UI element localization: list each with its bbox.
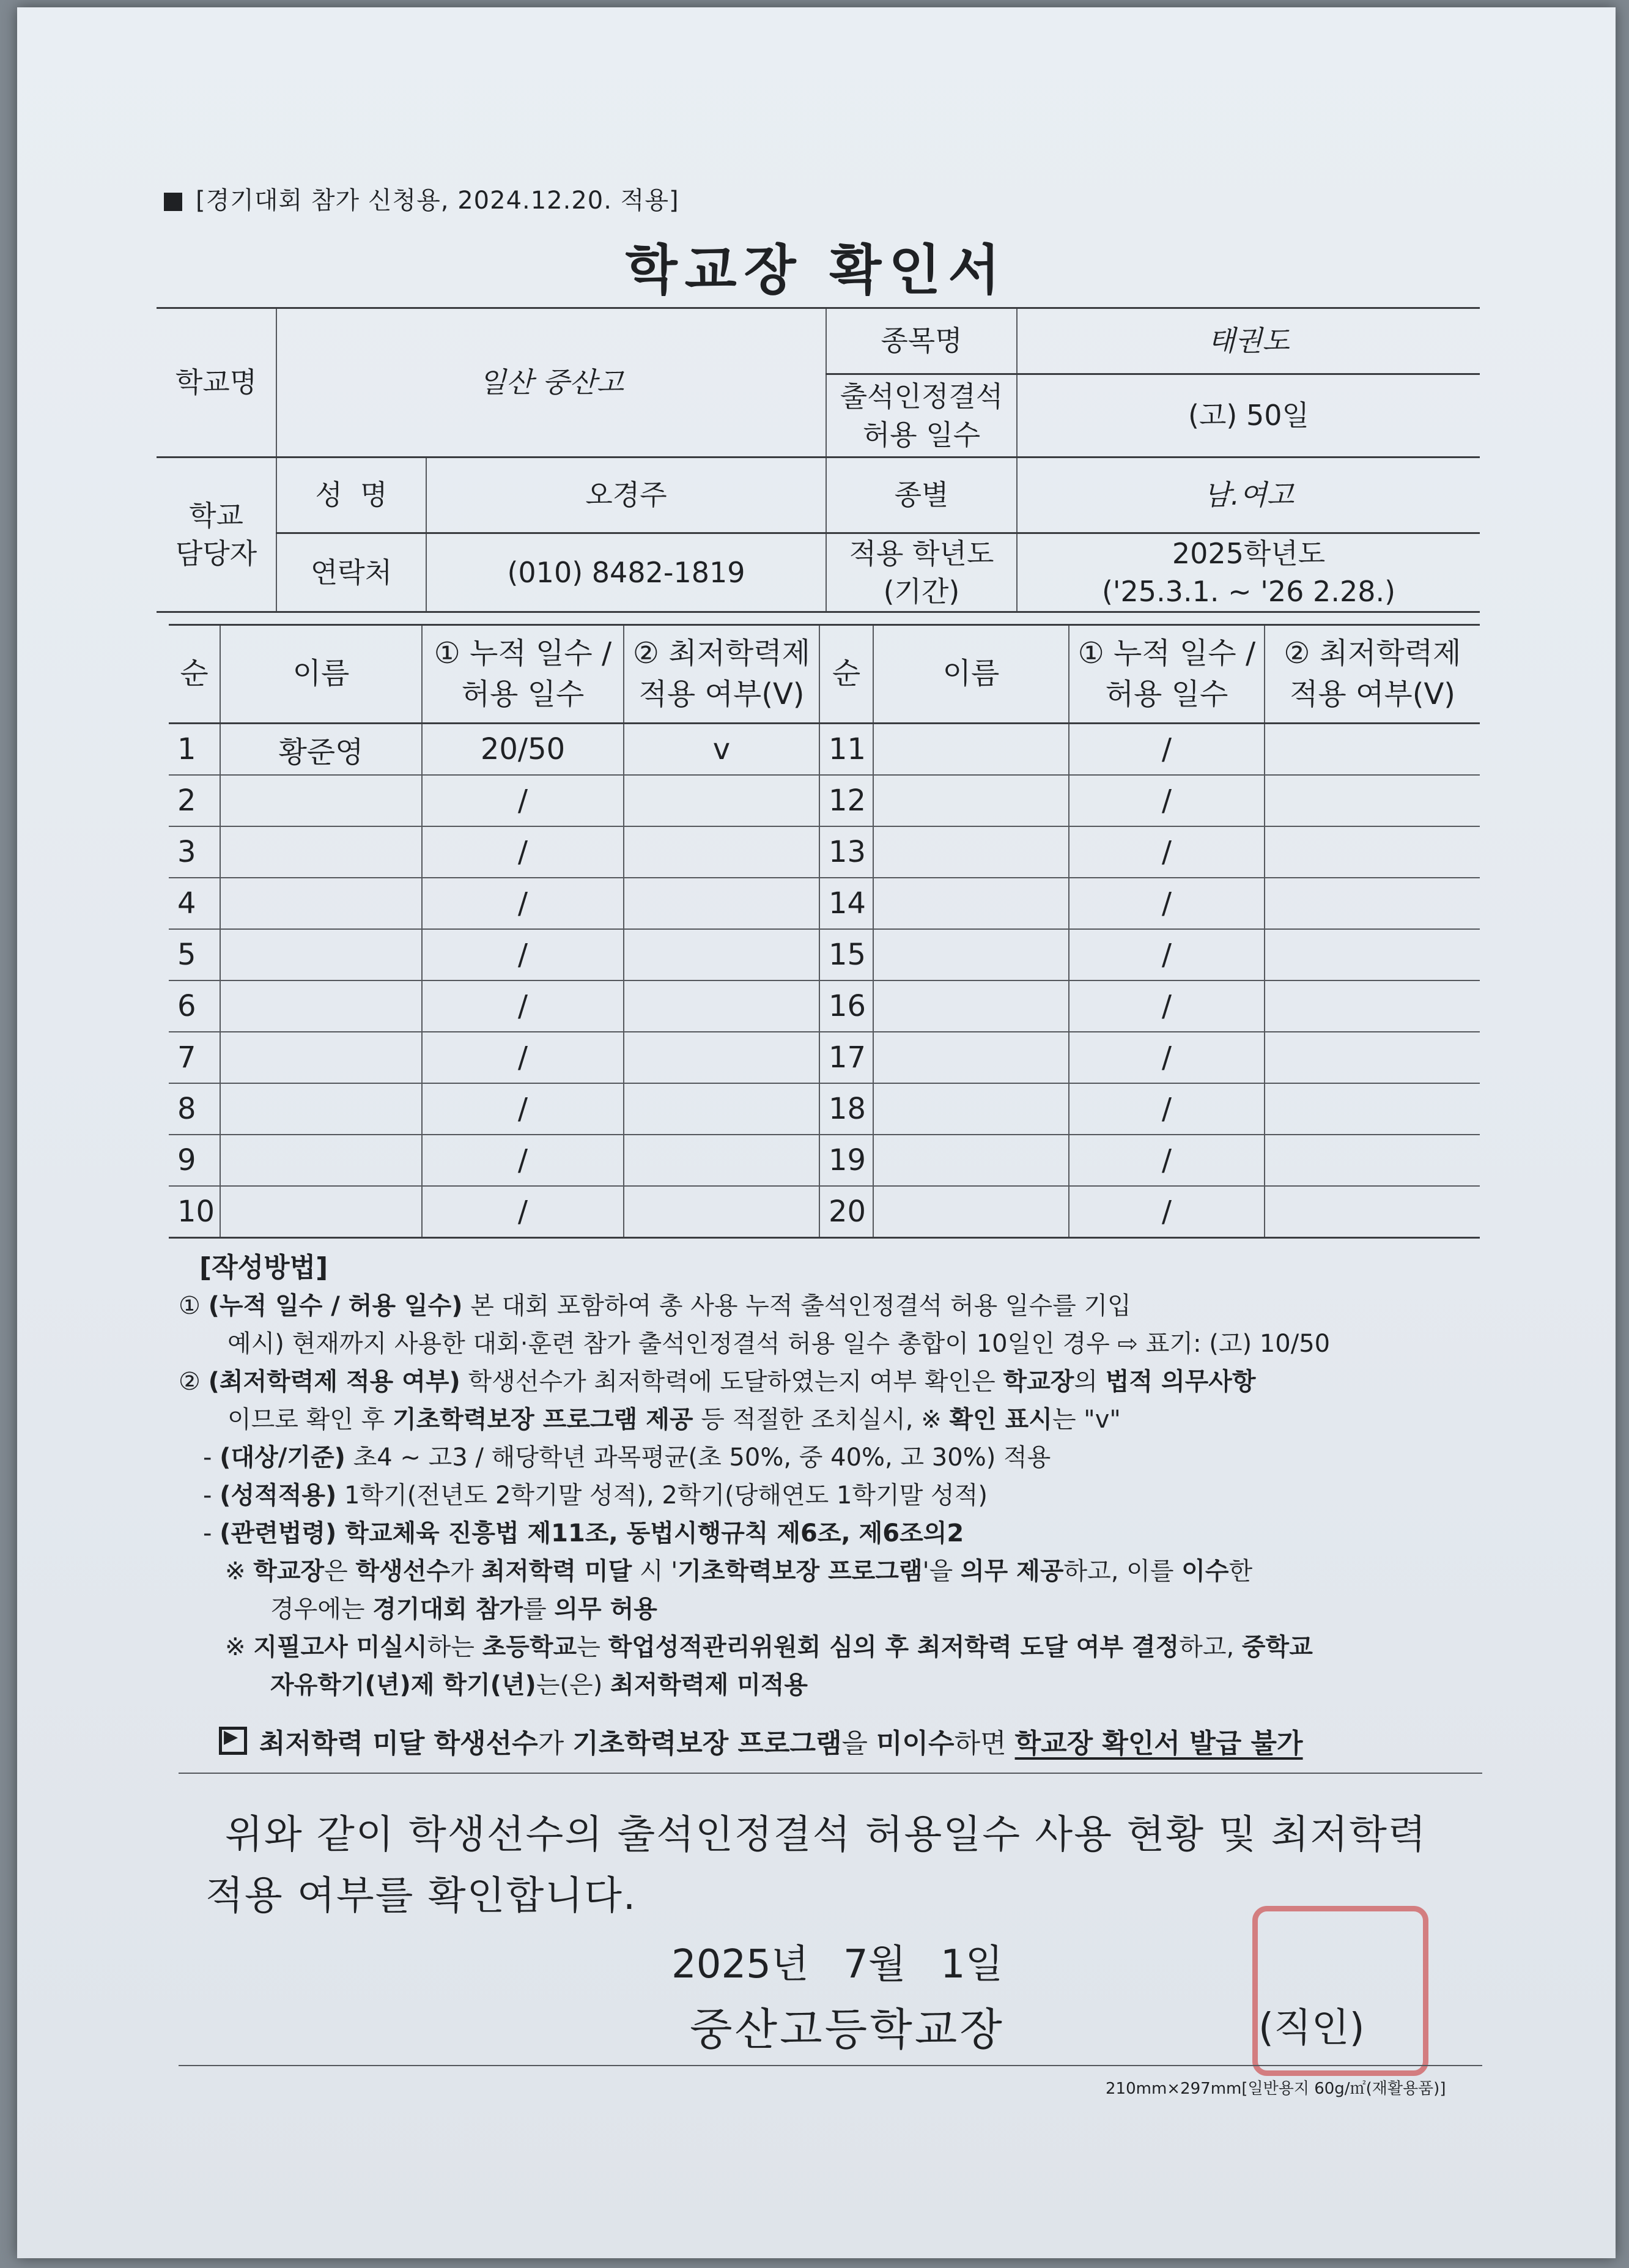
- col-check-left: [624, 625, 819, 724]
- note1-line2-b: 경기대회 참가: [372, 1595, 523, 1623]
- cumulative-days: /: [1069, 1083, 1265, 1135]
- info-table: [157, 307, 1480, 613]
- row-number: 12: [819, 775, 873, 826]
- document-page: [17, 7, 1616, 2258]
- instruction-item-1: [179, 1287, 1487, 1325]
- paper-spec: 210mm×297mm[일반용지 60g/㎡(재활용품)]: [1106, 2080, 1446, 2098]
- student-name: [220, 775, 422, 826]
- col-check-right-line2: 적용 여부(V): [1289, 677, 1456, 711]
- criteria-law: [179, 1514, 1487, 1552]
- note2-line2-c: 최저학력제 미적용: [610, 1671, 808, 1699]
- col-days-right: [1069, 625, 1265, 724]
- row-number: 18: [819, 1083, 873, 1135]
- min-academic-check: [624, 1083, 819, 1135]
- min-academic-check: [1265, 1083, 1480, 1135]
- col-no-left: 순: [169, 625, 220, 724]
- note1-line2-d: 의무 허용: [554, 1595, 657, 1623]
- col-days-right-line1: ① 누적 일수 /: [1077, 636, 1256, 670]
- item2-bold: (최저학력제 적용 여부): [208, 1368, 460, 1396]
- type-label: 종별: [826, 458, 1017, 533]
- year-label-line1: 적용 학년도: [849, 537, 994, 570]
- item1-marker: ①: [179, 1292, 201, 1320]
- student-name: [220, 1135, 422, 1186]
- min-academic-check: [624, 1186, 819, 1238]
- contact-label: 연락처: [276, 533, 426, 612]
- row-number: 5: [169, 929, 220, 980]
- header-note: [164, 181, 679, 216]
- student-name: [873, 775, 1069, 826]
- note1-line2-c: 를: [523, 1595, 555, 1623]
- min-academic-check: [1265, 878, 1480, 929]
- instructions: [179, 1249, 1487, 1704]
- name-label: 성 명: [276, 458, 426, 533]
- dash2-text: 1학기(전년도 2학기말 성적), 2학기(당해연도 1학기말 성적): [336, 1481, 988, 1510]
- col-check-left-line1: ② 최저학력제: [632, 636, 811, 670]
- note1-k: 이수: [1181, 1557, 1229, 1585]
- col-days-left-line2: 허용 일수: [461, 677, 585, 711]
- cumulative-days: 20/50: [422, 724, 624, 776]
- cumulative-days: /: [422, 878, 624, 929]
- name-value: 오경주: [426, 458, 826, 533]
- row-number: 8: [169, 1083, 220, 1135]
- contact-value: (010) 8482-1819: [426, 533, 826, 612]
- note-1: [179, 1552, 1487, 1590]
- student-name: [220, 929, 422, 980]
- warning-g: 학교장 확인서 발급 불가: [1014, 1728, 1303, 1759]
- col-name-right: 이름: [873, 625, 1069, 724]
- item2-bold3: 법적 의무사항: [1105, 1368, 1256, 1396]
- allow-days-value: (고) 50일: [1017, 374, 1480, 458]
- principal-title: 중산고등학교장: [690, 2004, 1005, 2055]
- allow-days-label-line2: 허용 일수: [862, 418, 981, 451]
- table-row: [169, 1083, 1480, 1135]
- min-academic-check: [1265, 775, 1480, 826]
- note2-d: 는: [577, 1633, 608, 1661]
- sport-label: 종목명: [826, 308, 1017, 374]
- manager-label-line1: 학교: [189, 499, 243, 532]
- item2-text2: 의: [1074, 1368, 1106, 1396]
- student-name: [873, 980, 1069, 1032]
- cumulative-days: /: [1069, 980, 1265, 1032]
- col-days-left-line1: ① 누적 일수 /: [434, 636, 612, 670]
- col-check-right-line1: ② 최저학력제: [1284, 636, 1461, 670]
- warning-a: 최저학력 미달 학생선수: [259, 1728, 538, 1759]
- note2-e: 학업성적관리위원회 심의 후 최저학력 도달 여부 결정: [608, 1633, 1180, 1661]
- student-name: [220, 1032, 422, 1083]
- seal-label: (직인): [1258, 2006, 1365, 2051]
- warning-d: 을: [841, 1728, 877, 1759]
- row-number: 13: [819, 826, 873, 878]
- manager-label-line2: 담당자: [175, 537, 257, 571]
- note2-line2-b: 는(은): [536, 1671, 611, 1699]
- arrow-box-icon: [219, 1727, 247, 1755]
- note-marker: ※: [225, 1633, 246, 1661]
- note-2-line2: [179, 1666, 1487, 1704]
- col-name-left: 이름: [220, 625, 422, 724]
- issue-date: 2025년 7월 1일: [671, 1942, 1003, 1987]
- row-number: 1: [169, 724, 220, 776]
- instructions-heading: [작성방법]: [199, 1252, 328, 1283]
- min-academic-check: [1265, 980, 1480, 1032]
- student-name: [873, 1083, 1069, 1135]
- note1-b: 은: [324, 1557, 356, 1585]
- note1-g: 기초학력보장 프로그램: [678, 1557, 923, 1585]
- min-academic-check: [624, 826, 819, 878]
- dash3-bold: (관련법령): [220, 1519, 337, 1547]
- student-name: [873, 1032, 1069, 1083]
- col-check-left-line2: 적용 여부(V): [638, 677, 805, 711]
- note1-h: '을: [922, 1557, 961, 1585]
- row-number: 16: [819, 980, 873, 1032]
- item1-bold: (누적 일수 / 허용 일수): [208, 1292, 463, 1320]
- row-number: 2: [169, 775, 220, 826]
- item2-line2-bold: 기초학력보장 프로그램 제공: [392, 1406, 693, 1434]
- note1-d: 가: [450, 1557, 482, 1585]
- year-value-line1: 2025학년도: [1172, 537, 1326, 570]
- table-row: [169, 1032, 1480, 1083]
- row-number: 3: [169, 826, 220, 878]
- table-row: [169, 724, 1480, 776]
- student-name: 황준영: [220, 724, 422, 776]
- col-check-right: [1265, 625, 1480, 724]
- school-value: 일산 중산고: [276, 308, 826, 458]
- student-name: [220, 1186, 422, 1238]
- item2-line2-b: 등 적절한 조치실시, ※: [693, 1406, 950, 1434]
- note-marker: ※: [225, 1557, 246, 1585]
- table-row: [169, 878, 1480, 929]
- row-number: 17: [819, 1032, 873, 1083]
- student-name: [220, 878, 422, 929]
- criteria-grades: [179, 1477, 1487, 1514]
- cumulative-days: /: [1069, 1032, 1265, 1083]
- student-name: [873, 724, 1069, 776]
- sport-value: 태권도: [1017, 308, 1480, 374]
- type-value: 남.여고: [1017, 458, 1480, 533]
- instruction-item-2: [179, 1363, 1487, 1401]
- note2-c: 초등학교: [482, 1633, 577, 1661]
- row-number: 10: [169, 1186, 220, 1238]
- dash-marker: -: [203, 1481, 212, 1510]
- header-note-text: [경기대회 참가 신청용, 2024.12.20. 적용]: [196, 187, 679, 215]
- square-bullet-icon: [164, 193, 182, 211]
- item2-text: 학생선수가 최저학력에 도달하였는지 여부 확인은: [460, 1368, 1003, 1396]
- note1-f: 시 ': [632, 1557, 678, 1585]
- year-value-line2: ('25.3.1. ~ '26 2.28.): [1101, 575, 1396, 609]
- allow-days-label: [826, 374, 1017, 458]
- dash-marker: -: [203, 1519, 212, 1547]
- note2-line2-a: 자유학기(년)제 학기(년): [270, 1671, 536, 1699]
- student-name: [873, 929, 1069, 980]
- confirmation-line2: 적용 여부를 확인합니다.: [205, 1873, 637, 1919]
- min-academic-check: [1265, 724, 1480, 776]
- row-number: 9: [169, 1135, 220, 1186]
- student-name: [873, 826, 1069, 878]
- bottom-divider: [179, 2065, 1482, 2066]
- cumulative-days: /: [422, 1135, 624, 1186]
- instruction-item-2-line2: [179, 1401, 1487, 1439]
- table-row: [169, 1186, 1480, 1238]
- note2-f: 하고,: [1179, 1633, 1242, 1661]
- note1-l: 한: [1228, 1557, 1253, 1585]
- min-academic-check: [1265, 929, 1480, 980]
- min-academic-check: [624, 878, 819, 929]
- cumulative-days: /: [1069, 1186, 1265, 1238]
- table-row: [169, 980, 1480, 1032]
- min-academic-check: [1265, 1186, 1480, 1238]
- col-days-right-line2: 허용 일수: [1105, 677, 1228, 711]
- dash2-bold: (성적적용): [220, 1481, 337, 1510]
- student-name: [873, 1186, 1069, 1238]
- item2-bold2: 학교장: [1003, 1368, 1074, 1396]
- cumulative-days: /: [422, 826, 624, 878]
- table-row: [169, 1135, 1480, 1186]
- note2-g: 중학교: [1241, 1633, 1313, 1661]
- note1-i: 의무 제공: [960, 1557, 1064, 1585]
- confirmation-line1: 위와 같이 학생선수의 출석인정결석 허용일수 사용 현황 및 최저학력: [225, 1812, 1427, 1858]
- dash-marker: -: [203, 1443, 212, 1472]
- student-name: [873, 878, 1069, 929]
- year-label-line2: (기간): [883, 575, 960, 609]
- note1-j: 하고, 이를: [1063, 1557, 1182, 1585]
- note-1-line2: [179, 1590, 1487, 1628]
- cumulative-days: /: [1069, 775, 1265, 826]
- note2-b: 하는: [427, 1633, 482, 1661]
- dash1-text: 초4 ~ 고3 / 해당학년 과목평균(초 50%, 중 40%, 고 30%) 적용: [345, 1443, 1051, 1472]
- min-academic-check: [1265, 826, 1480, 878]
- row-number: 4: [169, 878, 220, 929]
- dash1-bold: (대상/기준): [220, 1443, 345, 1472]
- item2-line2-bold2: 확인 표시: [949, 1406, 1052, 1434]
- cumulative-days: /: [422, 980, 624, 1032]
- col-no-right: 순: [819, 625, 873, 724]
- row-number: 14: [819, 878, 873, 929]
- allow-days-label-line1: 출석인정결석: [840, 380, 1003, 413]
- year-value: [1017, 533, 1480, 612]
- warning-e: 미이수: [876, 1728, 955, 1759]
- page-title: 학교장 확인서: [625, 239, 1008, 302]
- manager-label: [157, 458, 276, 612]
- student-name: [873, 1135, 1069, 1186]
- min-academic-check: [624, 980, 819, 1032]
- item1-text: 본 대회 포함하여 총 사용 누적 출석인정결석 허용 일수를 기입: [462, 1292, 1131, 1320]
- cumulative-days: /: [422, 1032, 624, 1083]
- school-label: 학교명: [157, 308, 276, 458]
- warning-b: 가: [537, 1728, 573, 1759]
- cumulative-days: /: [1069, 826, 1265, 878]
- row-number: 19: [819, 1135, 873, 1186]
- note1-line2-a: 경우에는: [270, 1595, 373, 1623]
- divider: [179, 1773, 1482, 1774]
- table-row: [169, 775, 1480, 826]
- roster-table: [169, 624, 1480, 1239]
- warning-f: 하면: [954, 1728, 1015, 1759]
- cumulative-days: /: [422, 1186, 624, 1238]
- min-academic-check: [624, 775, 819, 826]
- cumulative-days: /: [1069, 929, 1265, 980]
- note-2: [179, 1628, 1487, 1666]
- note1-e: 최저학력 미달: [481, 1557, 632, 1585]
- cumulative-days: /: [1069, 724, 1265, 776]
- item2-line2-a: 이므로 확인 후: [227, 1406, 393, 1434]
- student-name: [220, 980, 422, 1032]
- item2-marker: ②: [179, 1368, 201, 1396]
- warning-c: 기초학력보장 프로그램: [572, 1728, 842, 1759]
- note1-c: 학생선수: [355, 1557, 451, 1585]
- note2-a: 지필고사 미실시: [253, 1633, 427, 1661]
- dash3-text: 학교체육 진흥법 제11조, 동법시행규칙 제6조, 제6조의2: [336, 1519, 964, 1547]
- row-number: 6: [169, 980, 220, 1032]
- min-academic-check: [1265, 1135, 1480, 1186]
- student-name: [220, 826, 422, 878]
- year-label: [826, 533, 1017, 612]
- criteria-target: [179, 1439, 1487, 1477]
- note1-a: 학교장: [253, 1557, 325, 1585]
- student-name: [220, 1083, 422, 1135]
- row-number: 7: [169, 1032, 220, 1083]
- row-number: 11: [819, 724, 873, 776]
- cumulative-days: /: [422, 775, 624, 826]
- table-row: [169, 929, 1480, 980]
- min-academic-check: [624, 1135, 819, 1186]
- min-academic-check: v: [624, 724, 819, 776]
- instruction-item-1-example: 예시) 현재까지 사용한 대회·훈련 참가 출석인정결석 허용 일수 총합이 10일인 경우 ⇨ 표기: (고) 10/50: [227, 1330, 1331, 1358]
- min-academic-check: [1265, 1032, 1480, 1083]
- col-days-left: [422, 625, 624, 724]
- cumulative-days: /: [422, 929, 624, 980]
- cumulative-days: /: [1069, 1135, 1265, 1186]
- warning-line: [219, 1721, 1303, 1760]
- row-number: 20: [819, 1186, 873, 1238]
- cumulative-days: /: [1069, 878, 1265, 929]
- min-academic-check: [624, 929, 819, 980]
- cumulative-days: /: [422, 1083, 624, 1135]
- table-row: [169, 826, 1480, 878]
- min-academic-check: [624, 1032, 819, 1083]
- row-number: 15: [819, 929, 873, 980]
- item2-line2-c: 는 "v": [1052, 1406, 1121, 1434]
